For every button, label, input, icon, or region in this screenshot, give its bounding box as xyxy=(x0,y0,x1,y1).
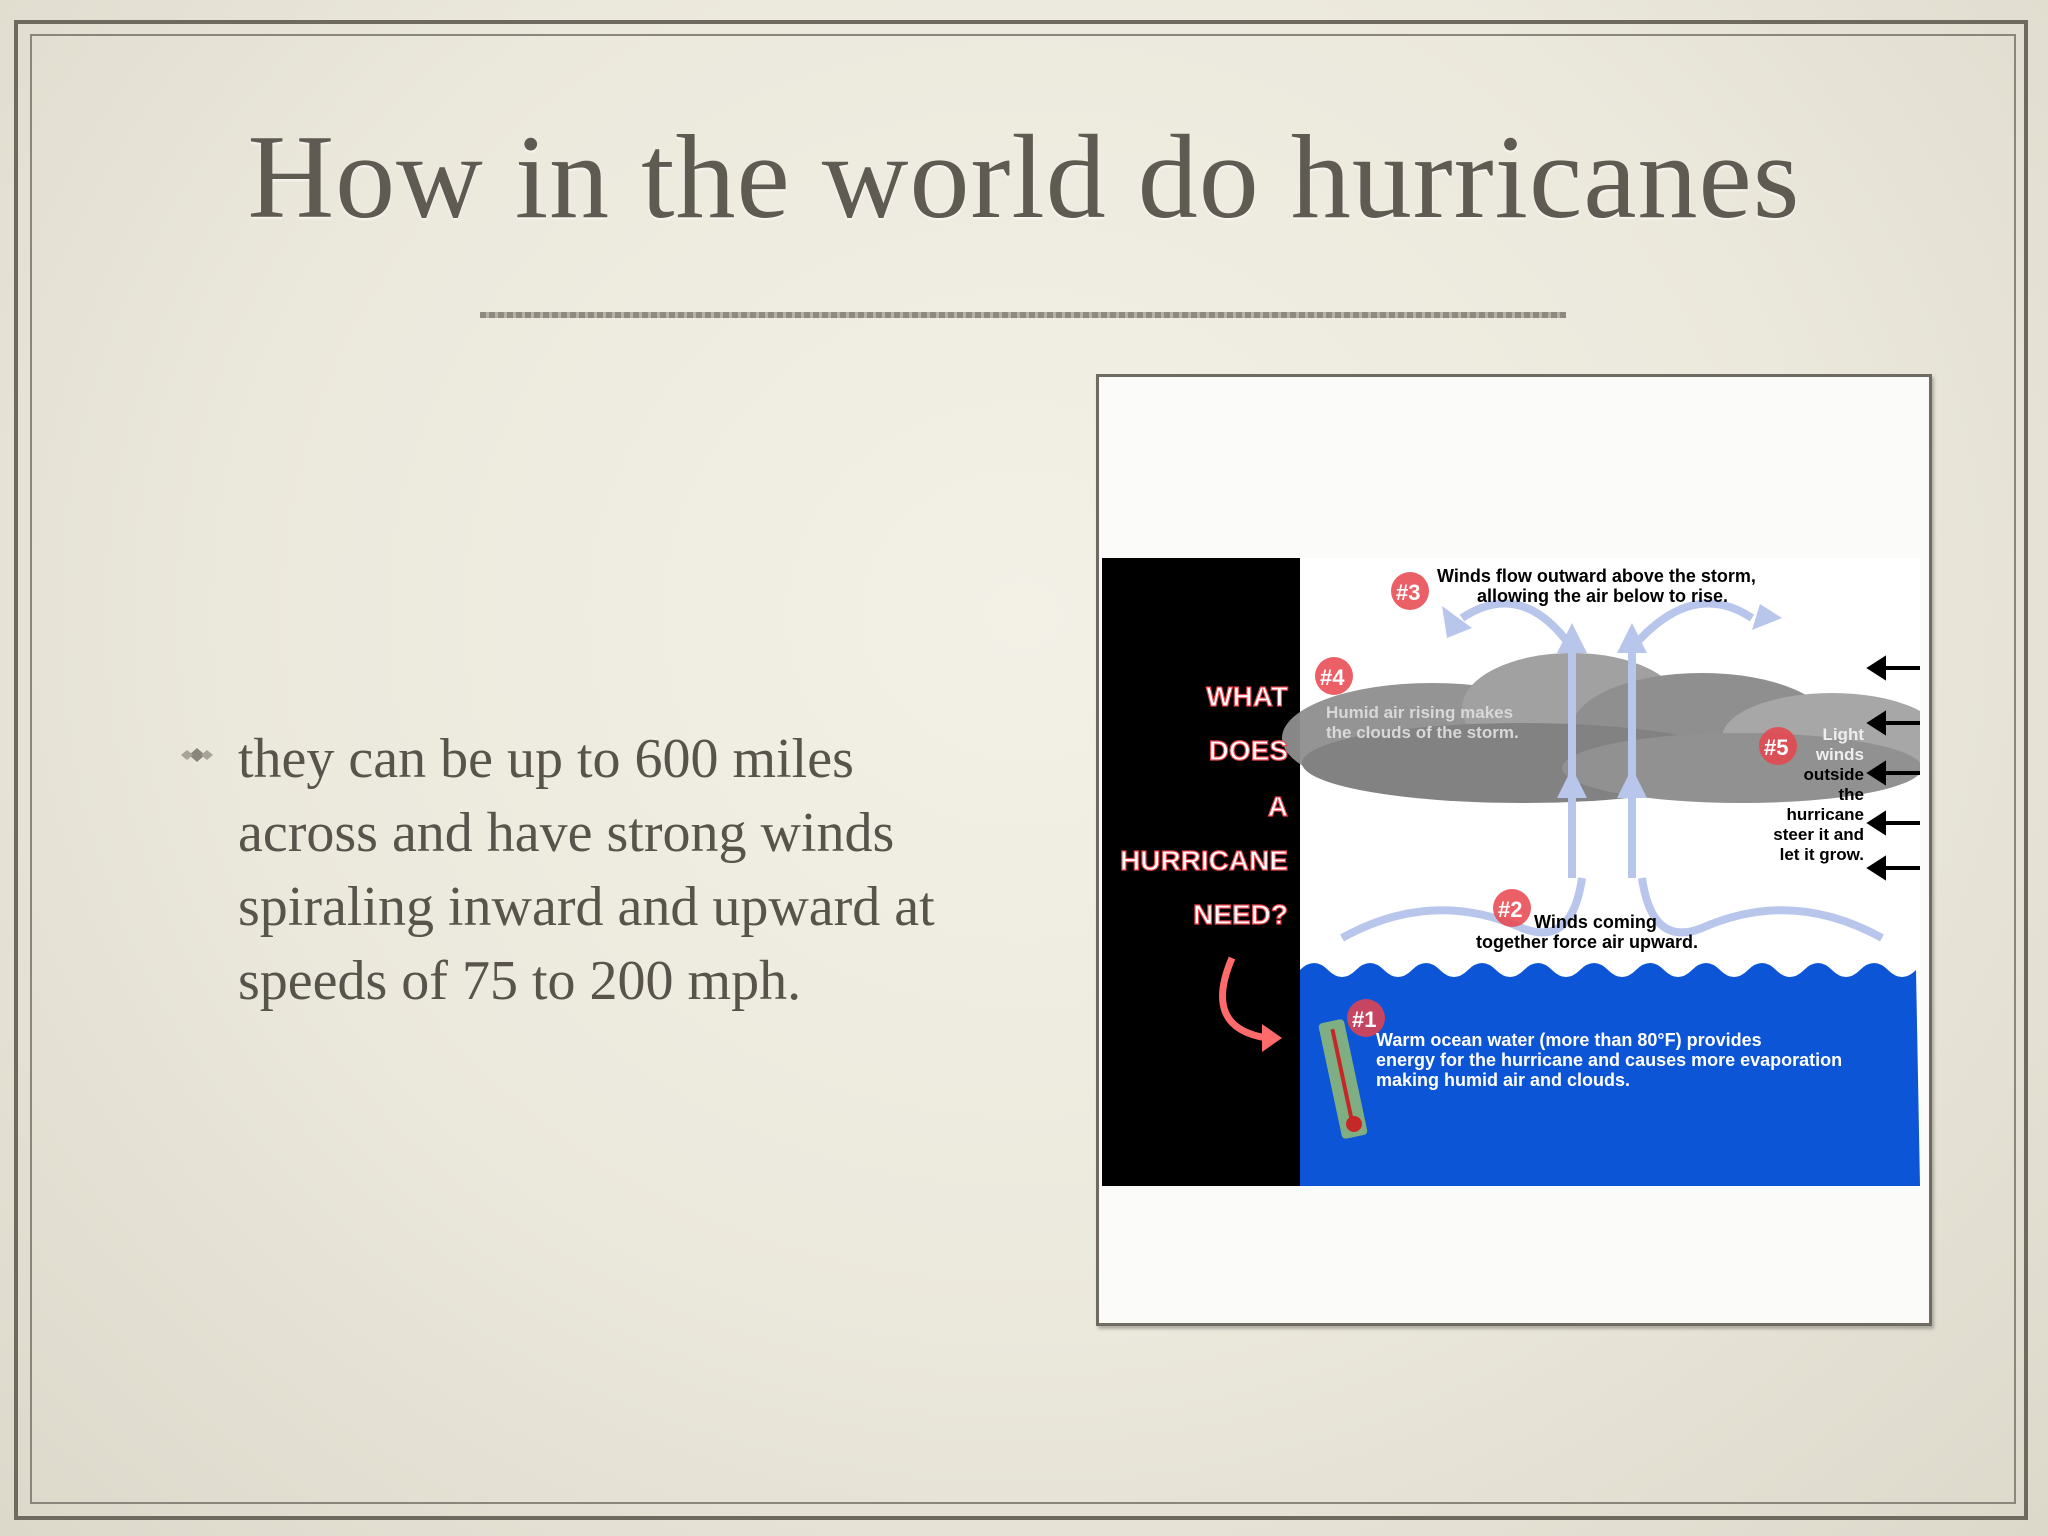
step4-text: the clouds of the storm. xyxy=(1326,723,1519,742)
step4-text: Humid air rising makes xyxy=(1326,703,1514,722)
step1-text: energy for the hurricane and causes more evaporation xyxy=(1376,1050,1843,1070)
question-line: DOES xyxy=(1208,735,1288,766)
step1-text: making humid air and clouds. xyxy=(1376,1070,1631,1090)
step5-text: hurricane xyxy=(1786,805,1864,824)
hurricane-diagram xyxy=(1102,558,1920,1186)
step2-text: together force air upward. xyxy=(1476,932,1699,952)
step1-badge: #1 xyxy=(1352,1007,1377,1032)
slide-title: How in the world do hurricanes xyxy=(247,110,1801,243)
question-line: NEED? xyxy=(1193,899,1288,930)
step2-badge: #2 xyxy=(1498,897,1523,922)
step2-text: Winds coming xyxy=(1534,912,1657,932)
step5-text: the xyxy=(1838,785,1864,804)
step5-text: winds xyxy=(1815,745,1864,764)
question-line: HURRICANE xyxy=(1120,845,1288,876)
step5-text: Light xyxy=(1822,725,1864,744)
step5-text: outside xyxy=(1803,765,1864,784)
diamond-bullet-icon xyxy=(180,742,214,768)
step5-text: steer it and xyxy=(1773,825,1864,844)
step1-text: Warm ocean water (more than 80°F) provides xyxy=(1376,1030,1762,1050)
step5-text: let it grow. xyxy=(1779,845,1864,864)
question-line: A xyxy=(1267,791,1288,822)
bullet-item: they can be up to 600 miles across and have strong winds spiraling inward and upward at speeds of 75 to 200 mph. xyxy=(238,728,935,1012)
step3-text: allowing the air below to rise. xyxy=(1477,586,1729,606)
step5-badge: #5 xyxy=(1764,735,1789,760)
step3-text: Winds flow outward above the storm, xyxy=(1437,566,1756,586)
question-line: WHAT xyxy=(1206,681,1288,712)
step4-badge: #4 xyxy=(1320,665,1345,690)
step3-badge: #3 xyxy=(1396,580,1421,605)
title-divider xyxy=(480,312,1566,318)
